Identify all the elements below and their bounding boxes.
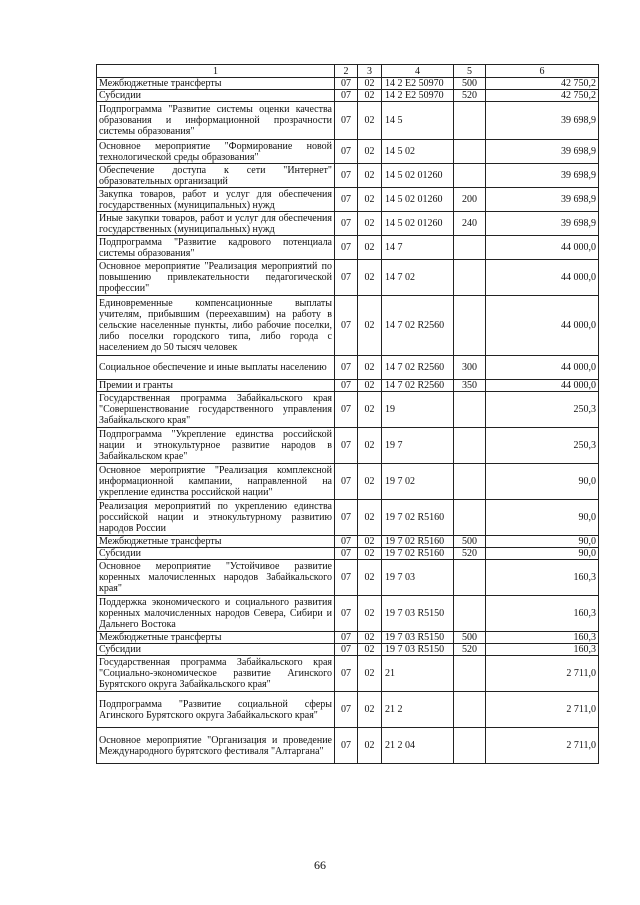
- row-amount: 90,0: [486, 548, 599, 560]
- table-row: [97, 236, 599, 260]
- row-expense-type: 500: [454, 632, 486, 644]
- row-target-article: 19: [382, 392, 454, 428]
- row-target-article: 19 7 03 R5150: [382, 644, 454, 656]
- table-row: [97, 78, 599, 90]
- row-expense-type: 300: [454, 356, 486, 380]
- row-section: 07: [335, 500, 358, 536]
- row-subsection: 02: [358, 500, 382, 536]
- row-name: Межбюджетные трансферты: [97, 536, 335, 548]
- table-row: [97, 536, 599, 548]
- row-target-article: 19 7 02 R5160: [382, 536, 454, 548]
- row-subsection: 02: [358, 188, 382, 212]
- row-expense-type: [454, 560, 486, 596]
- row-amount: 44 000,0: [486, 380, 599, 392]
- row-expense-type: [454, 164, 486, 188]
- row-target-article: 14 5 02 01260: [382, 212, 454, 236]
- row-expense-type: [454, 464, 486, 500]
- row-target-article: 14 5 02 01260: [382, 188, 454, 212]
- row-target-article: 14 7: [382, 236, 454, 260]
- table-row: [97, 428, 599, 464]
- row-section: 07: [335, 644, 358, 656]
- row-section: 07: [335, 596, 358, 632]
- row-target-article: 14 7 02: [382, 260, 454, 296]
- row-subsection: 02: [358, 164, 382, 188]
- row-section: 07: [335, 78, 358, 90]
- row-subsection: 02: [358, 392, 382, 428]
- row-expense-type: 240: [454, 212, 486, 236]
- row-expense-type: [454, 236, 486, 260]
- header-row: [97, 65, 599, 78]
- row-target-article: 14 5 02: [382, 140, 454, 164]
- row-section: 07: [335, 90, 358, 102]
- row-amount: 2 711,0: [486, 656, 599, 692]
- table-row: [97, 260, 599, 296]
- header-col-4: 4: [382, 65, 454, 78]
- row-amount: 39 698,9: [486, 188, 599, 212]
- row-target-article: 21 2: [382, 692, 454, 728]
- header-col-5: 5: [454, 65, 486, 78]
- row-expense-type: 520: [454, 90, 486, 102]
- row-section: 07: [335, 464, 358, 500]
- header-col-2: 2: [335, 65, 358, 78]
- row-subsection: 02: [358, 78, 382, 90]
- row-target-article: 14 2 E2 50970: [382, 90, 454, 102]
- row-name: Подпрограмма "Развитие системы оценки качества образования и информационной прозрачности системы образования": [97, 102, 335, 140]
- table-row: [97, 548, 599, 560]
- row-amount: 44 000,0: [486, 296, 599, 356]
- row-subsection: 02: [358, 90, 382, 102]
- row-subsection: 02: [358, 464, 382, 500]
- row-target-article: 14 7 02 R2560: [382, 296, 454, 356]
- row-expense-type: 500: [454, 78, 486, 90]
- row-amount: 42 750,2: [486, 78, 599, 90]
- header-col-1: 1: [97, 65, 335, 78]
- table-row: [97, 596, 599, 632]
- row-amount: 160,3: [486, 632, 599, 644]
- table-body: [97, 65, 599, 764]
- row-name: Основное мероприятие "Формирование новой технологической среды образования": [97, 140, 335, 164]
- row-amount: 39 698,9: [486, 164, 599, 188]
- row-name: Социальное обеспечение и иные выплаты населению: [97, 356, 335, 380]
- row-amount: 44 000,0: [486, 356, 599, 380]
- row-subsection: 02: [358, 548, 382, 560]
- table-row: [97, 392, 599, 428]
- table-row: [97, 632, 599, 644]
- row-expense-type: 520: [454, 548, 486, 560]
- row-amount: 90,0: [486, 536, 599, 548]
- row-target-article: 14 5 02 01260: [382, 164, 454, 188]
- table-row: [97, 728, 599, 764]
- row-name: Основное мероприятие "Реализация комплексной информационной кампании, направленной на укрепление единства российской нации": [97, 464, 335, 500]
- row-subsection: 02: [358, 102, 382, 140]
- row-name: Государственная программа Забайкальского края "Социально-экономическое развитие Агинского Бурятского округа Забайкальского края": [97, 656, 335, 692]
- row-amount: 39 698,9: [486, 212, 599, 236]
- row-name: Поддержка экономического и социального развития коренных малочисленных народов Севера, Сибири и Дальнего Востока: [97, 596, 335, 632]
- row-subsection: 02: [358, 428, 382, 464]
- table-row: [97, 164, 599, 188]
- row-amount: 2 711,0: [486, 728, 599, 764]
- row-name: Иные закупки товаров, работ и услуг для обеспечения государственных (муниципальных) нужд: [97, 212, 335, 236]
- row-target-article: 19 7 02: [382, 464, 454, 500]
- row-expense-type: [454, 596, 486, 632]
- row-expense-type: [454, 260, 486, 296]
- row-target-article: 19 7 02 R5160: [382, 500, 454, 536]
- row-section: 07: [335, 692, 358, 728]
- row-name: Обеспечение доступа к сети "Интернет" образовательных организаций: [97, 164, 335, 188]
- row-subsection: 02: [358, 728, 382, 764]
- row-section: 07: [335, 212, 358, 236]
- row-amount: 90,0: [486, 464, 599, 500]
- table-row: [97, 188, 599, 212]
- header-col-6: 6: [486, 65, 599, 78]
- row-name: Государственная программа Забайкальского края "Совершенствование государственного управления Забайкальского края": [97, 392, 335, 428]
- row-expense-type: [454, 102, 486, 140]
- row-section: 07: [335, 236, 358, 260]
- row-name: Основное мероприятие "Организация и проведение Международного бурятского фестиваля "Алтаргана": [97, 728, 335, 764]
- row-target-article: 14 5: [382, 102, 454, 140]
- table-row: [97, 212, 599, 236]
- row-name: Единовременные компенсационные выплаты учителям, прибывшим (переехавшим) на работу в сельские населенные пункты, либо рабочие поселки, либо поселки городского типа, либо города с населением до 50 тысяч человек: [97, 296, 335, 356]
- row-amount: 39 698,9: [486, 102, 599, 140]
- row-name: Основное мероприятие "Реализация мероприятий по повышению привлекательности педагогической профессии": [97, 260, 335, 296]
- table-row: [97, 90, 599, 102]
- row-subsection: 02: [358, 632, 382, 644]
- row-section: 07: [335, 188, 358, 212]
- row-section: 07: [335, 560, 358, 596]
- row-target-article: 14 2 E2 50970: [382, 78, 454, 90]
- page-number: 66: [314, 858, 326, 872]
- row-section: 07: [335, 632, 358, 644]
- row-section: 07: [335, 536, 358, 548]
- table-row: [97, 296, 599, 356]
- header-col-3: 3: [358, 65, 382, 78]
- row-expense-type: [454, 500, 486, 536]
- row-subsection: 02: [358, 212, 382, 236]
- table-row: [97, 692, 599, 728]
- row-subsection: 02: [358, 356, 382, 380]
- row-target-article: 19 7 03: [382, 560, 454, 596]
- row-section: 07: [335, 656, 358, 692]
- row-amount: 44 000,0: [486, 260, 599, 296]
- row-section: 07: [335, 428, 358, 464]
- row-subsection: 02: [358, 596, 382, 632]
- row-subsection: 02: [358, 260, 382, 296]
- row-name: Реализация мероприятий по укреплению единства российской нации и этнокультурному развитию народов России: [97, 500, 335, 536]
- row-amount: 250,3: [486, 428, 599, 464]
- row-amount: 160,3: [486, 596, 599, 632]
- row-section: 07: [335, 548, 358, 560]
- table-row: [97, 644, 599, 656]
- row-amount: 39 698,9: [486, 140, 599, 164]
- row-subsection: 02: [358, 140, 382, 164]
- row-subsection: 02: [358, 656, 382, 692]
- row-name: Субсидии: [97, 644, 335, 656]
- row-expense-type: 500: [454, 536, 486, 548]
- row-expense-type: [454, 296, 486, 356]
- row-name: Субсидии: [97, 548, 335, 560]
- row-amount: 160,3: [486, 644, 599, 656]
- row-name: Подпрограмма "Развитие кадрового потенциала системы образования": [97, 236, 335, 260]
- row-target-article: 14 7 02 R2560: [382, 356, 454, 380]
- row-amount: 42 750,2: [486, 90, 599, 102]
- row-expense-type: [454, 140, 486, 164]
- row-target-article: 19 7: [382, 428, 454, 464]
- row-section: 07: [335, 140, 358, 164]
- row-section: 07: [335, 380, 358, 392]
- row-name: Межбюджетные трансферты: [97, 632, 335, 644]
- row-name: Основное мероприятие "Устойчивое развитие коренных малочисленных народов Забайкальского края": [97, 560, 335, 596]
- table-row: [97, 560, 599, 596]
- row-amount: 2 711,0: [486, 692, 599, 728]
- table-row: [97, 380, 599, 392]
- row-section: 07: [335, 356, 358, 380]
- row-expense-type: [454, 428, 486, 464]
- row-subsection: 02: [358, 560, 382, 596]
- row-expense-type: 200: [454, 188, 486, 212]
- row-expense-type: [454, 656, 486, 692]
- table-row: [97, 102, 599, 140]
- row-amount: 90,0: [486, 500, 599, 536]
- row-amount: 44 000,0: [486, 236, 599, 260]
- row-section: 07: [335, 164, 358, 188]
- row-target-article: 19 7 03 R5150: [382, 632, 454, 644]
- row-expense-type: [454, 728, 486, 764]
- row-expense-type: 520: [454, 644, 486, 656]
- row-target-article: 21: [382, 656, 454, 692]
- table-row: [97, 500, 599, 536]
- row-name: Подпрограмма "Укрепление единства российской нации и этнокультурное развитие народов в Забайкальском крае": [97, 428, 335, 464]
- row-expense-type: 350: [454, 380, 486, 392]
- row-section: 07: [335, 728, 358, 764]
- table-row: [97, 356, 599, 380]
- row-section: 07: [335, 296, 358, 356]
- row-subsection: 02: [358, 644, 382, 656]
- row-name: Субсидии: [97, 90, 335, 102]
- row-amount: 250,3: [486, 392, 599, 428]
- row-expense-type: [454, 692, 486, 728]
- row-subsection: 02: [358, 536, 382, 548]
- row-target-article: 14 7 02 R2560: [382, 380, 454, 392]
- row-amount: 160,3: [486, 560, 599, 596]
- row-section: 07: [335, 102, 358, 140]
- row-subsection: 02: [358, 380, 382, 392]
- row-name: Премии и гранты: [97, 380, 335, 392]
- row-subsection: 02: [358, 296, 382, 356]
- row-subsection: 02: [358, 692, 382, 728]
- row-section: 07: [335, 392, 358, 428]
- row-target-article: 21 2 04: [382, 728, 454, 764]
- table-row: [97, 464, 599, 500]
- row-expense-type: [454, 392, 486, 428]
- row-name: Закупка товаров, работ и услуг для обеспечения государственных (муниципальных) нужд: [97, 188, 335, 212]
- row-name: Подпрограмма "Развитие социальной сферы Агинского Бурятского округа Забайкальского края": [97, 692, 335, 728]
- budget-table: [96, 64, 599, 764]
- row-target-article: 19 7 03 R5150: [382, 596, 454, 632]
- row-subsection: 02: [358, 236, 382, 260]
- table-row: [97, 656, 599, 692]
- row-section: 07: [335, 260, 358, 296]
- row-target-article: 19 7 02 R5160: [382, 548, 454, 560]
- table-row: [97, 140, 599, 164]
- row-name: Межбюджетные трансферты: [97, 78, 335, 90]
